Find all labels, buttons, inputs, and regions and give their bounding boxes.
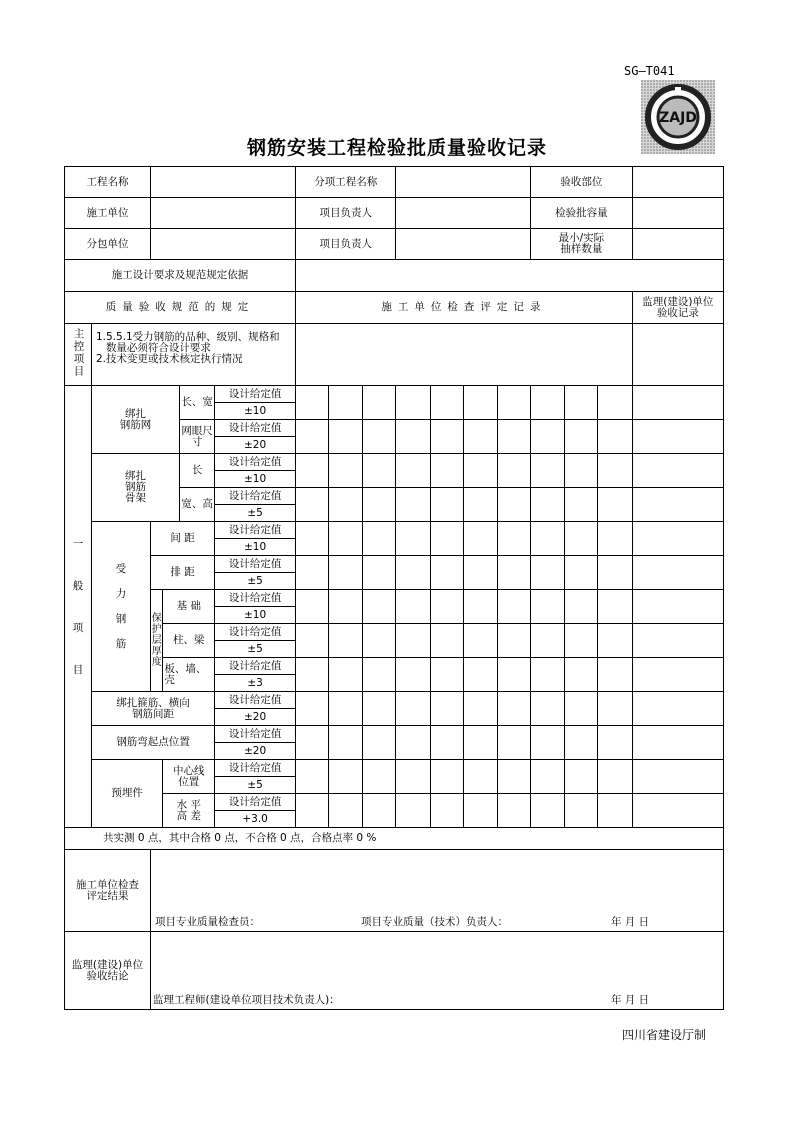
check-cell[interactable]: [531, 420, 565, 454]
cover-char-3: 层: [151, 635, 162, 646]
check-cell[interactable]: [565, 590, 598, 624]
frame-label-line2: 钢筋: [124, 481, 146, 493]
check-cell[interactable]: [363, 624, 396, 658]
check-cell[interactable]: [329, 556, 363, 590]
check-cell[interactable]: [565, 454, 598, 488]
design-value: 设计给定值: [215, 760, 296, 777]
spacing: 间 距: [150, 522, 214, 556]
check-cell[interactable]: [463, 692, 497, 726]
check-cell[interactable]: [396, 658, 430, 692]
check-cell[interactable]: [498, 522, 531, 556]
label-sub-project: 分项工程名称: [296, 167, 396, 198]
check-cell[interactable]: [598, 760, 632, 794]
check-cell[interactable]: [565, 420, 598, 454]
tolerance: ±10: [215, 403, 296, 420]
check-cell[interactable]: [498, 488, 531, 522]
check-cell[interactable]: [565, 522, 598, 556]
stirrup-spacing: [91, 692, 214, 726]
check-cell[interactable]: [531, 726, 565, 760]
check-cell[interactable]: [296, 590, 329, 624]
check-cell[interactable]: [463, 386, 497, 420]
check-cell[interactable]: [430, 794, 463, 828]
check-result-field[interactable]: [150, 850, 723, 932]
stressed-char-2: 力: [115, 587, 127, 600]
check-cell[interactable]: [396, 488, 430, 522]
field-project-leader-2[interactable]: [396, 229, 531, 260]
design-value: 设计给定值: [215, 386, 296, 403]
cover-slab-line1: 板、墙、: [164, 662, 207, 675]
check-cell[interactable]: [498, 454, 531, 488]
label-project-leader: 项目负责人: [296, 198, 396, 229]
frame-label: [91, 454, 179, 522]
check-cell[interactable]: [296, 522, 329, 556]
general-label-char-2: 般: [72, 579, 84, 592]
design-value: 设计给定值: [215, 726, 296, 743]
check-cell[interactable]: [396, 726, 430, 760]
heading-supervision-line1: 监理(建设)单位: [642, 295, 714, 308]
check-cell[interactable]: [329, 488, 363, 522]
check-cell[interactable]: [396, 760, 430, 794]
check-cell[interactable]: [296, 794, 329, 828]
check-cell[interactable]: [531, 692, 565, 726]
label-project-name: 工程名称: [65, 167, 151, 198]
design-value: 设计给定值: [215, 794, 296, 811]
check-cell[interactable]: [463, 658, 497, 692]
cover-char-2: 护: [151, 624, 162, 635]
supervision-cell[interactable]: [632, 454, 723, 488]
mesh-label-line1: 绑扎: [124, 407, 146, 420]
check-cell[interactable]: [598, 420, 632, 454]
check-cell[interactable]: [598, 726, 632, 760]
check-cell[interactable]: [430, 658, 463, 692]
check-cell[interactable]: [430, 386, 463, 420]
check-cell[interactable]: [565, 726, 598, 760]
check-cell[interactable]: [363, 556, 396, 590]
tolerance: ±5: [215, 641, 296, 658]
check-cell[interactable]: [296, 488, 329, 522]
supervision-cell[interactable]: [632, 794, 723, 828]
check-cell[interactable]: [565, 794, 598, 828]
supervision-conclusion-line1: 监理(建设)单位: [71, 958, 144, 971]
supervision-conclusion-line2: 验收结论: [86, 969, 129, 982]
check-cell[interactable]: [430, 726, 463, 760]
frame-label-line1: 绑扎: [124, 470, 146, 482]
check-cell[interactable]: [565, 692, 598, 726]
tolerance: ±3: [215, 675, 296, 692]
label-min-sample: [531, 229, 633, 260]
check-cell[interactable]: [296, 386, 329, 420]
embedded-center-line1: 中心线: [173, 764, 205, 777]
check-cell[interactable]: [531, 488, 565, 522]
check-cell[interactable]: [463, 522, 497, 556]
embedded-level-line1: 水 平: [176, 798, 201, 811]
engineer-label: 监理工程师(建设单位项目技术负责人)：: [152, 994, 340, 1006]
embedded-parts: 预埋件: [91, 760, 162, 828]
tolerance: ±5: [215, 505, 296, 522]
cover-char-5: 度: [151, 657, 162, 668]
label-batch-capacity: 检验批容量: [531, 198, 633, 229]
check-cell[interactable]: [329, 420, 363, 454]
acceptance-form-table: [64, 166, 724, 1010]
frame-label-line3: 骨架: [124, 492, 146, 504]
form-code: SG—T041: [624, 64, 675, 78]
design-value: 设计给定值: [215, 454, 296, 471]
check-cell[interactable]: [396, 590, 430, 624]
check-cell[interactable]: [329, 658, 363, 692]
supervision-conclusion-label: [65, 932, 151, 1010]
mesh-label-line2: 钢筋网: [119, 418, 152, 431]
check-cell[interactable]: [498, 386, 531, 420]
label-construction-unit: 施工单位: [65, 198, 151, 229]
supervision-cell[interactable]: [632, 556, 723, 590]
check-cell[interactable]: [565, 488, 598, 522]
check-result-label-line2: 评定结果: [86, 889, 129, 902]
check-cell[interactable]: [363, 386, 396, 420]
check-cell[interactable]: [598, 522, 632, 556]
supervision-cell[interactable]: [632, 488, 723, 522]
supervision-cell[interactable]: [632, 590, 723, 624]
main-control-line1: 1.5.5.1受力钢筋的品种、级别、规格和: [95, 331, 280, 343]
cover-char-1: 保: [151, 613, 162, 624]
label-basis: 施工设计要求及规范规定依据: [65, 260, 296, 292]
check-cell[interactable]: [396, 556, 430, 590]
check-cell[interactable]: [598, 624, 632, 658]
check-cell[interactable]: [296, 420, 329, 454]
frame-length: 长: [179, 454, 214, 488]
check-cell[interactable]: [598, 590, 632, 624]
supervision-cell[interactable]: [632, 624, 723, 658]
field-batch-capacity[interactable]: [632, 198, 723, 229]
check-cell[interactable]: [531, 624, 565, 658]
heading-supervision: [632, 292, 723, 324]
tolerance: ±5: [215, 573, 296, 590]
check-cell[interactable]: [329, 386, 363, 420]
check-cell[interactable]: [296, 726, 329, 760]
stirrup-line1: 绑扎箍筋、横向: [116, 696, 190, 709]
design-value: 设计给定值: [215, 488, 296, 505]
check-cell[interactable]: [463, 760, 497, 794]
check-cell[interactable]: [531, 794, 565, 828]
main-control-line2: 数量必须符合设计要求: [105, 342, 211, 354]
tolerance: ±10: [215, 607, 296, 624]
check-cell[interactable]: [363, 590, 396, 624]
tolerance: ±10: [215, 539, 296, 556]
supervision-cell[interactable]: [632, 420, 723, 454]
embedded-level: [163, 794, 215, 828]
main-control-record[interactable]: [296, 324, 633, 386]
tolerance: +3.0: [215, 811, 296, 828]
heading-supervision-line2: 验收记录: [656, 306, 699, 319]
check-cell[interactable]: [329, 692, 363, 726]
stressed-label: [91, 522, 150, 692]
check-cell[interactable]: [396, 420, 430, 454]
label-subcontract-unit: 分包单位: [65, 229, 151, 260]
check-cell[interactable]: [430, 624, 463, 658]
check-result-label-line1: 施工单位检查: [75, 878, 139, 891]
check-cell[interactable]: [329, 624, 363, 658]
design-value: 设计给定值: [215, 692, 296, 709]
field-subcontract-unit[interactable]: [150, 229, 295, 260]
design-value: 设计给定值: [215, 624, 296, 641]
check-cell[interactable]: [598, 488, 632, 522]
check-cell[interactable]: [396, 386, 430, 420]
check-cell[interactable]: [531, 386, 565, 420]
check-cell[interactable]: [430, 556, 463, 590]
stressed-char-4: 筋: [115, 637, 127, 650]
check-cell[interactable]: [498, 624, 531, 658]
label-acceptance-part: 验收部位: [531, 167, 633, 198]
check-cell[interactable]: [498, 760, 531, 794]
main-control-label: [65, 324, 92, 386]
check-cell[interactable]: [430, 692, 463, 726]
supervision-cell[interactable]: [632, 522, 723, 556]
bend-point-position: 钢筋弯起点位置: [91, 726, 214, 760]
check-cell[interactable]: [430, 760, 463, 794]
tech-leader-label: 项目专业质量（技术）负责人：: [360, 916, 508, 928]
check-cell[interactable]: [598, 556, 632, 590]
check-cell[interactable]: [329, 726, 363, 760]
field-min-sample[interactable]: [632, 229, 723, 260]
check-cell[interactable]: [296, 658, 329, 692]
design-value: 设计给定值: [215, 522, 296, 539]
field-project-name[interactable]: [150, 167, 295, 198]
general-label-char-4: 目: [72, 663, 84, 676]
check-cell[interactable]: [565, 386, 598, 420]
inspector-label: 项目专业质量检查员：: [154, 916, 260, 928]
check-result-label: [65, 850, 151, 932]
supervision-conclusion-field[interactable]: [150, 932, 723, 1010]
check-cell[interactable]: [531, 454, 565, 488]
check-cell[interactable]: [598, 658, 632, 692]
check-cell[interactable]: [498, 692, 531, 726]
cover-slab: [163, 658, 215, 692]
check-date: 年 月 日: [610, 916, 650, 928]
field-project-leader[interactable]: [396, 198, 531, 229]
check-cell[interactable]: [565, 624, 598, 658]
tolerance: ±10: [215, 471, 296, 488]
check-cell[interactable]: [329, 590, 363, 624]
check-cell[interactable]: [296, 624, 329, 658]
frame-width-height: 宽、高: [179, 488, 214, 522]
check-cell[interactable]: [498, 726, 531, 760]
check-cell[interactable]: [396, 692, 430, 726]
cover-char-4: 厚: [151, 646, 162, 657]
check-cell[interactable]: [531, 658, 565, 692]
stressed-char-1: 受: [115, 562, 127, 575]
check-cell[interactable]: [363, 794, 396, 828]
supervision-cell[interactable]: [632, 760, 723, 794]
svg-text:ZAJD: ZAJD: [659, 110, 697, 126]
check-cell[interactable]: [498, 590, 531, 624]
check-cell[interactable]: [329, 760, 363, 794]
field-basis[interactable]: [296, 260, 724, 292]
check-cell[interactable]: [363, 658, 396, 692]
check-cell[interactable]: [531, 556, 565, 590]
embedded-center-line2: 位置: [178, 775, 200, 788]
stressed-char-3: 钢: [115, 612, 127, 625]
check-cell[interactable]: [329, 454, 363, 488]
check-cell[interactable]: [463, 624, 497, 658]
tolerance: ±20: [215, 709, 296, 726]
general-items-label: [65, 386, 92, 828]
cover-label: [150, 590, 162, 692]
field-construction-unit[interactable]: [150, 198, 295, 229]
label-min-sample-line2: 抽样数量: [560, 243, 603, 255]
check-cell[interactable]: [296, 556, 329, 590]
check-cell[interactable]: [363, 454, 396, 488]
check-cell[interactable]: [498, 658, 531, 692]
field-sub-project[interactable]: [396, 167, 531, 198]
design-value: 设计给定值: [215, 658, 296, 675]
stirrup-line2: 钢筋间距: [132, 707, 175, 720]
check-cell[interactable]: [430, 488, 463, 522]
cover-slab-line2: 壳: [164, 673, 175, 686]
check-cell[interactable]: [430, 420, 463, 454]
mesh-length-width: 长、宽: [179, 386, 214, 420]
heading-record: 施工单位检查评定记录: [296, 292, 633, 324]
check-cell[interactable]: [396, 522, 430, 556]
design-value: 设计给定值: [215, 590, 296, 607]
supervision-cell[interactable]: [632, 692, 723, 726]
label-min-sample-line1: 最小/实际: [558, 232, 605, 244]
supervision-date: 年 月 日: [610, 994, 650, 1006]
main-control-supervision[interactable]: [632, 324, 723, 386]
supervision-cell[interactable]: [632, 726, 723, 760]
main-control-label-text: 主控项目: [72, 328, 85, 378]
check-cell[interactable]: [296, 692, 329, 726]
check-cell[interactable]: [463, 488, 497, 522]
check-cell[interactable]: [463, 726, 497, 760]
row-spacing: 排 距: [150, 556, 214, 590]
check-cell[interactable]: [430, 454, 463, 488]
check-cell[interactable]: [498, 420, 531, 454]
check-cell[interactable]: [463, 556, 497, 590]
check-cell[interactable]: [363, 760, 396, 794]
cover-column-beam: 柱、梁: [163, 624, 215, 658]
check-cell[interactable]: [329, 522, 363, 556]
tolerance: ±20: [215, 743, 296, 760]
cover-foundation: 基 础: [163, 590, 215, 624]
main-control-spec: [91, 324, 295, 386]
summary-line: 共实测 0 点，其中合格 0 点，不合格 0 点，合格点率 0 %: [65, 828, 724, 850]
check-cell[interactable]: [363, 420, 396, 454]
check-cell[interactable]: [498, 794, 531, 828]
heading-spec: 质量验收规范的规定: [65, 292, 296, 324]
general-label-char-1: 一: [72, 537, 84, 550]
check-cell[interactable]: [565, 556, 598, 590]
main-control-line3: 2.技术变更或技术核定执行情况: [95, 353, 243, 365]
tolerance: ±5: [215, 777, 296, 794]
page-title: 钢筋安装工程检验批质量验收记录: [246, 137, 547, 159]
check-cell[interactable]: [296, 454, 329, 488]
check-cell[interactable]: [363, 726, 396, 760]
check-cell[interactable]: [396, 454, 430, 488]
check-cell[interactable]: [296, 760, 329, 794]
supervision-cell[interactable]: [632, 386, 723, 420]
check-cell[interactable]: [396, 624, 430, 658]
design-value: 设计给定值: [215, 420, 296, 437]
issuer-footer: 四川省建设厅制: [622, 1028, 707, 1042]
check-cell[interactable]: [363, 692, 396, 726]
general-label-char-3: 项: [72, 621, 84, 634]
tolerance: ±20: [215, 437, 296, 454]
supervision-cell[interactable]: [632, 658, 723, 692]
check-cell[interactable]: [463, 454, 497, 488]
check-cell[interactable]: [363, 522, 396, 556]
label-project-leader-2: 项目负责人: [296, 229, 396, 260]
check-cell[interactable]: [531, 522, 565, 556]
check-cell[interactable]: [598, 692, 632, 726]
check-cell[interactable]: [329, 794, 363, 828]
check-cell[interactable]: [463, 794, 497, 828]
check-cell[interactable]: [363, 488, 396, 522]
check-cell[interactable]: [498, 556, 531, 590]
check-cell[interactable]: [565, 658, 598, 692]
check-cell[interactable]: [396, 794, 430, 828]
check-cell[interactable]: [430, 522, 463, 556]
check-cell[interactable]: [463, 420, 497, 454]
embedded-level-line2: 高 差: [176, 809, 201, 822]
check-cell[interactable]: [598, 454, 632, 488]
check-cell[interactable]: [430, 590, 463, 624]
embedded-center: [163, 760, 215, 794]
field-acceptance-part[interactable]: [632, 167, 723, 198]
check-cell[interactable]: [565, 760, 598, 794]
check-cell[interactable]: [463, 590, 497, 624]
check-cell[interactable]: [531, 760, 565, 794]
check-cell[interactable]: [598, 386, 632, 420]
design-value: 设计给定值: [215, 556, 296, 573]
mesh-label: [91, 386, 179, 454]
mesh-size: 网眼尺寸: [179, 420, 214, 454]
check-cell[interactable]: [598, 794, 632, 828]
check-cell[interactable]: [531, 590, 565, 624]
